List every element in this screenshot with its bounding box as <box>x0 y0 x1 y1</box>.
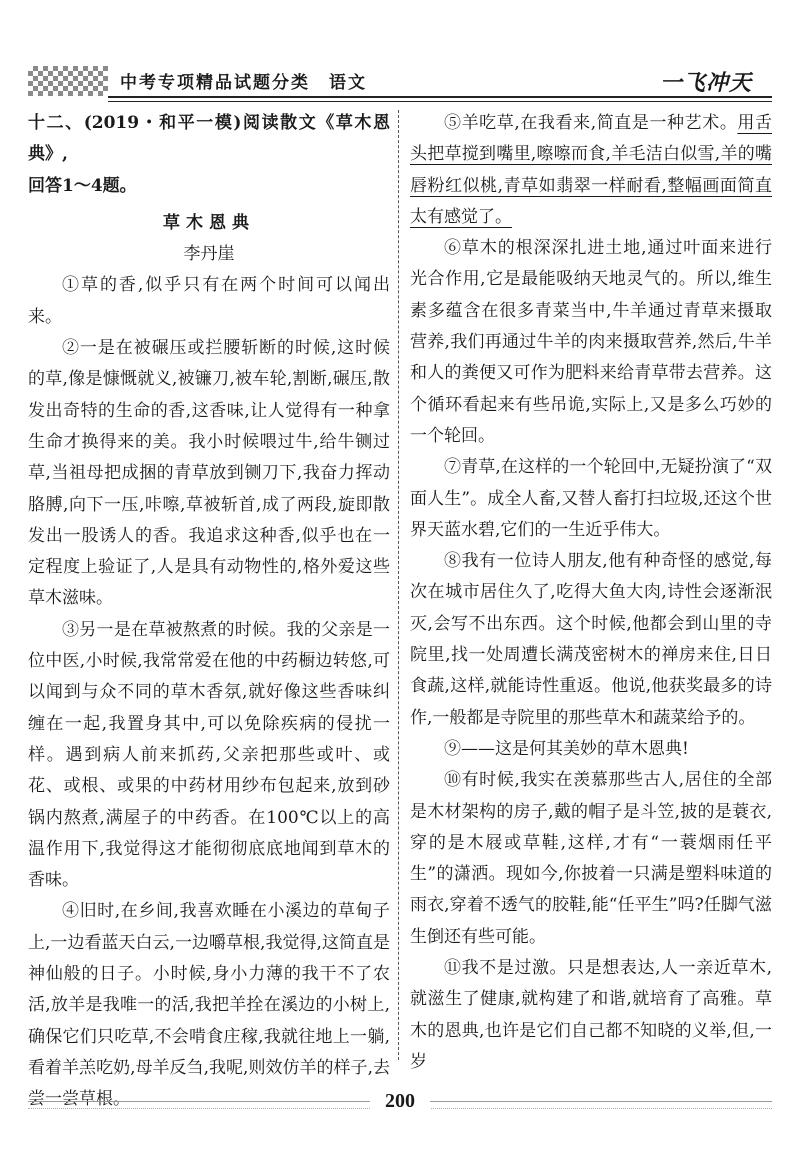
paragraph-5-lead: ⑤羊吃草,在我看来,简直是一种艺术。 <box>444 113 738 133</box>
paragraph-4: ④旧时,在乡间,我喜欢睡在小溪边的草甸子上,一边看蓝天白云,一边嚼草根,我觉得,这简直是神仙般的日子。小时候,身小力薄的我干不了农活,放羊是我唯一的活,我把羊拴在溪边的小树上,确保它们只吃草,不会啃食庄稼,我就往地上一躺,看着羊羔吃奶,母羊反刍,我呢,则效仿羊的样子,去尝一尝草根。 <box>28 901 390 1110</box>
header-brand-logo: 一飞冲天 <box>659 70 752 96</box>
paragraph-9: ⑨——这是何其美妙的草木恩典! <box>444 738 689 759</box>
left-column <box>28 108 390 1116</box>
paragraph-3: ③另一是在草被熬煮的时候。我的父亲是一位中医,小时候,我常常爱在他的中药橱边转悠,可以闻到与众不同的草木香氛,就好像这些香味纠缠在一起,我置身其中,可以免除疾病的侵扰一样。遇到病人前来抓药,父亲把那些或叶、或花、或根、或果的中药材用纱布包起来,放到砂锅内熬煮,满屋子的中药香。在100℃以上的高温作用下,我觉得这才能彻彻底底地闻到草木的香味。 <box>28 619 390 891</box>
right-column <box>410 108 772 1078</box>
paragraph-7: ⑦青草,在这样的一个轮回中,无疑扮演了“双面人生”。成全人畜,又替人畜打扫垃圾,还这个世界天蓝水碧,它们的一生近乎伟大。 <box>410 457 772 540</box>
paragraph-2: ②一是在被碾压或拦腰斩断的时候,这时候的草,像是慷慨就义,被镰刀,被车轮,割断,碾压,散发出奇特的生命的香,这香味,让人觉得有一种拿生命才换得来的美。我小时候喂过牛,给牛铡过草,当祖母把成捆的青草放到铡刀下,我奋力挥动胳膊,向下一压,咔嚓,草被斩首,成了两段,旋即散发出一股诱人的香。我追求这种香,似乎也在一定程度上验证了,人是具有动物性的,格外爱这些草木滋味。 <box>28 338 390 609</box>
article-title: 草木恩典 <box>163 212 255 233</box>
article-author: 李丹崖 <box>183 244 235 265</box>
page-header <box>28 58 772 102</box>
paragraph-1: ①草的香,似乎只有在两个时间可以闻出来。 <box>28 275 390 327</box>
paragraph-5 <box>410 108 772 233</box>
paragraph-5-underlined: 用舌头把草搅到嘴里,嚓嚓而食,羊毛洁白似雪,羊的嘴唇粉红似桃,青草如翡翠一样耐看,整幅画面简直太有感觉了。 <box>410 113 772 227</box>
paragraph-10: ⑩有时候,我实在羡慕那些古人,居住的全部是木材架构的房子,戴的帽子是斗笠,披的是蓑衣,穿的是木屐或草鞋,这样,才有“一蓑烟雨任平生”的潇洒。现如今,你披着一只满是塑料味道的雨衣,穿着不透气的胶鞋,能“任平生”吗?任脚气滋生倒还有些可能。 <box>410 770 772 947</box>
header-title: 中考专项精品试题分类 语文 <box>120 73 367 93</box>
question-title-line2: 回答1～4题。 <box>28 175 137 196</box>
header-checker-decoration <box>28 66 108 96</box>
header-rule <box>108 96 772 102</box>
page-number: 200 <box>370 1090 430 1113</box>
paragraph-11: ⑪我不是过激。只是想表达,人一亲近草木,就滋生了健康,就构建了和谐,就培育了高雅。草木的恩典,也许是它们自己都不知晓的义举,但,一岁 <box>410 958 772 1072</box>
question-title-line1: 十二、(2019・和平一模)阅读散文《草木恩典》, <box>28 113 390 165</box>
column-divider <box>398 110 399 1060</box>
paragraph-6: ⑥草木的根深深扎进土地,通过叶面来进行光合作用,它是最能吸纳天地灵气的。所以,维生素多蕴含在很多青菜当中,牛羊通过青草来摄取营养,我们再通过牛羊的肉来摄取营养,然后,牛羊和人的粪便又可作为肥料来给青草带去营养。这个循环看起来有些吊诡,实际上,又是多么巧妙的一个轮回。 <box>410 238 772 446</box>
paragraph-8: ⑧我有一位诗人朋友,他有种奇怪的感觉,每次在城市居住久了,吃得大鱼大肉,诗性会逐渐泯灭,会写不出东西。这个时候,他都会到山里的寺院里,找一处周遭长满茂密树木的禅房来住,日日食蔬,这样,就能诗性重返。他说,他获奖最多的诗作,一般都是寺院里的那些草木和蔬菜给予的。 <box>410 551 772 728</box>
